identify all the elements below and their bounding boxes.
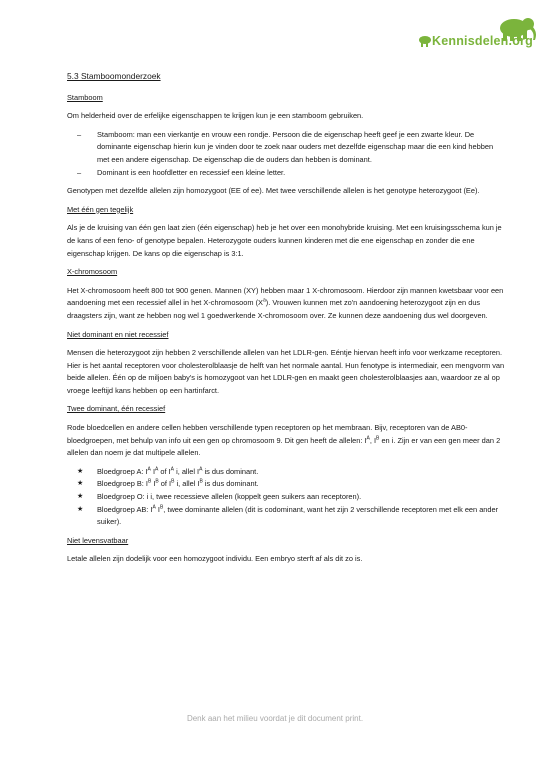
text-segment: is dus dominant. <box>202 466 259 476</box>
text-segment: , I <box>369 435 377 445</box>
superscript: A <box>152 504 156 511</box>
superscript: B <box>376 435 380 442</box>
superscript: A <box>155 466 159 473</box>
brand-logo <box>416 14 540 54</box>
text-segment: ). Vrouwen kunnen met zo'n aandoening heterozygoot zijn en dus draagsters zijn, want ze hebben nog wel 1 goedwerkende X-chromosoom over. Ze kunnen deze aandoening dus wel doorgeven. <box>67 298 488 320</box>
text-segment: Bloedgroep B: I <box>97 479 148 489</box>
list-item <box>67 466 505 479</box>
superscript: B <box>147 478 152 485</box>
superscript: a <box>262 297 266 304</box>
paragraph-twee-dominant <box>67 422 505 460</box>
paragraph-genotypes: Genotypen met dezelfde allelen zijn homozygoot (EE of ee). Met twee verschillende allelen is het genotype heterozygoot (Ee). <box>67 186 480 196</box>
text-segment: I <box>150 466 155 476</box>
bloodgroup-list <box>67 466 505 529</box>
heading-een-gen: Met één gen tegelijk <box>67 204 134 214</box>
superscript: B <box>171 478 175 485</box>
paragraph-x-chromosoom <box>67 285 505 323</box>
text-segment: en i. Zijn er van een gen meer dan 2 allelen dan noem je dat multipele allelen. <box>67 435 501 458</box>
paragraph-niet-dominant: Mensen die heterozygoot zijn hebben 2 verschillende allelen van het LDLR-gen. Eéntje hiervan heeft info voor werkzame receptoren. Hier is het aantal receptoren voor cholesterolblaasje de helft van het normale aantal. Hun fenotype is intermediair, een mengvorm van beide allelen. Één op de miljoen baby's is homozygoot van het LDLR-gen en maakt geen cholesterolblaasjes aan, waardoor ze al op vroege leeftijd kans hebben op een hartinfarct. <box>67 348 505 395</box>
footer-note: Denk aan het milieu voordat je dit document print. <box>186 714 364 723</box>
text-segment: is dus dominant. <box>202 479 259 489</box>
text-segment: Bloedgroep O: i i, twee recessieve allelen (koppelt geen suikers aan receptoren). <box>97 492 362 502</box>
heading-twee-dominant: Twee dominant, één recessief <box>67 404 166 414</box>
text-segment: Rode bloedcellen en andere cellen hebben verschillende typen receptoren op het membraan. Bijv, receptoren van de AB0-bloedgroepen, met behulp van info uit een gen op chromosoom 9. Dit gen heeft de allelen: I <box>67 423 468 445</box>
text-segment: I <box>155 504 160 514</box>
superscript: A <box>170 466 175 473</box>
text-segment: of I <box>158 466 171 476</box>
text-segment: Bloedgroep AB: I <box>97 504 153 514</box>
text-segment: Het X-chromosoom heeft 800 tot 900 genen. Mannen (XY) hebben maar 1 X-chromosoom. Hierdoor zijn mannen kwetsbaar voor een aandoening met een recessief allel in het X-chromosoom (X <box>67 285 504 308</box>
superscript: A <box>147 466 151 473</box>
superscript: B <box>159 504 164 511</box>
list-item: – Dominant is een hoofdletter en recessief een kleine letter. <box>67 167 505 180</box>
heading-niet-dominant: Niet dominant en niet recessief <box>67 329 169 339</box>
superscript: B <box>199 478 203 485</box>
heading-x-chromosoom: X-chromosoom <box>67 267 118 277</box>
text-segment: , twee dominante allelen (dit is codominant, want het zijn 2 verschillende receptoren met elk een ander suiker). <box>97 504 499 527</box>
superscript: A <box>366 435 370 442</box>
paragraph-stamboom-intro: Om helderheid over de erfelijke eigenschappen te krijgen kun je een stamboom gebruiken. <box>67 111 364 121</box>
superscript: B <box>155 478 159 485</box>
list-item <box>67 504 505 529</box>
document-body <box>67 70 505 572</box>
heading-niet-levensvatbaar: Niet levensvatbaar <box>67 535 129 545</box>
text-segment: Bloedgroep A: I <box>97 466 148 476</box>
text-segment: I <box>151 479 156 489</box>
text-segment: i, allel I <box>174 479 200 489</box>
superscript: A <box>199 466 203 473</box>
list-item <box>67 478 505 491</box>
list-item: – Stamboom: man een vierkantje en vrouw een rondje. Persoon die de eigenschap heeft geef je een zwarte kleur. De dominante eigenschap hierin kun je vinden door te zoek naar ouders met dezelfde eigenschap maar die een kind hebben met een andere eigenschap. De eigenschap die de ouders dan hebben is dominant. <box>67 129 505 167</box>
heading-stamboom: Stamboom <box>67 92 103 102</box>
text-segment: i, allel I <box>174 466 200 476</box>
paragraph-niet-levensvatbaar: Letale allelen zijn dodelijk voor een homozygoot individu. Een embryo sterft af als dit zo is. <box>67 554 363 564</box>
paragraph-een-gen: Als je de kruising van één gen laat zien (één eigenschap) heb je het over een monohybride kruising. Met een kruisingsschema kun je de kans of een feno- of genotype bepalen. Heterozygote ouders kunnen kinderen met die ene eigenschap en zonder die ene eigenschap krijgen. De kans op die eigenschap is 3:1. <box>67 223 502 258</box>
text-segment: of I <box>158 479 172 489</box>
logo-text: Kennisdelen.org <box>432 34 533 48</box>
stamboom-list <box>67 129 505 179</box>
list-item <box>67 491 505 504</box>
page-title: 5.3 Stamboomonderzoek <box>67 71 161 81</box>
